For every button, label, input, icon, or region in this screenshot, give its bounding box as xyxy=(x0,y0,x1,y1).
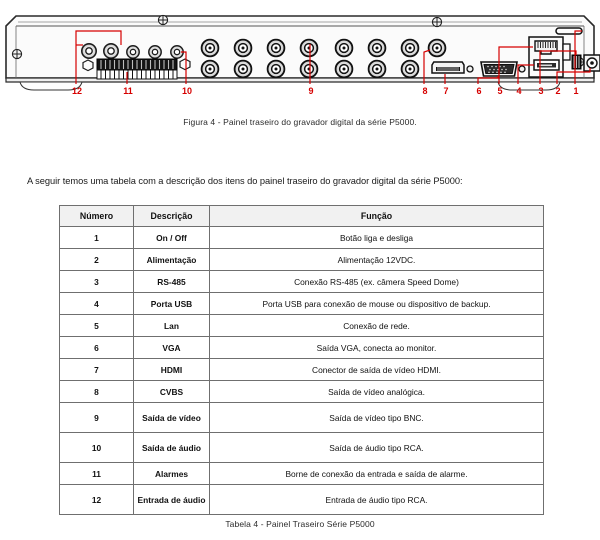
cell-numero: 4 xyxy=(60,293,134,315)
cell-funcao: Conexão de rede. xyxy=(210,315,544,337)
cell-numero: 9 xyxy=(60,403,134,433)
table-row xyxy=(60,381,544,403)
callout-number-1: 1 xyxy=(573,86,579,96)
table-row xyxy=(60,271,544,293)
cell-funcao: Borne de conexão da entrada e saída de alarme. xyxy=(210,463,544,485)
table-row xyxy=(60,485,544,515)
cell-funcao: Entrada de áudio tipo RCA. xyxy=(210,485,544,515)
cell-descricao: Entrada de áudio xyxy=(134,485,210,515)
cell-numero: 8 xyxy=(60,381,134,403)
table-row xyxy=(60,249,544,271)
cell-descricao: On / Off xyxy=(134,227,210,249)
cell-numero: 3 xyxy=(60,271,134,293)
table-header-row xyxy=(60,206,544,227)
cell-descricao: Porta USB xyxy=(134,293,210,315)
dvr-rear-panel-illustration xyxy=(0,0,600,105)
cell-descricao: Alimentação xyxy=(134,249,210,271)
rear-panel-spec-table xyxy=(59,205,544,515)
cell-numero: 10 xyxy=(60,433,134,463)
callout-number-2: 2 xyxy=(555,86,561,96)
callout-number-4: 4 xyxy=(516,86,522,96)
cell-descricao: Saída de vídeo xyxy=(134,403,210,433)
callout-number-5: 5 xyxy=(497,86,503,96)
cell-funcao: Porta USB para conexão de mouse ou dispositivo de backup. xyxy=(210,293,544,315)
callout-number-6: 6 xyxy=(476,86,482,96)
table-row xyxy=(60,227,544,249)
cell-descricao: RS-485 xyxy=(134,271,210,293)
cell-numero: 6 xyxy=(60,337,134,359)
cell-numero: 5 xyxy=(60,315,134,337)
callout-number-7: 7 xyxy=(443,86,449,96)
cell-funcao: Conexão RS-485 (ex. câmera Speed Dome) xyxy=(210,271,544,293)
table-row xyxy=(60,403,544,433)
cell-numero: 7 xyxy=(60,359,134,381)
table-row xyxy=(60,463,544,485)
cell-descricao: CVBS xyxy=(134,381,210,403)
cell-descricao: HDMI xyxy=(134,359,210,381)
column-header-funcao: Função xyxy=(210,206,544,227)
cell-numero: 1 xyxy=(60,227,134,249)
cell-funcao: Saída VGA, conecta ao monitor. xyxy=(210,337,544,359)
cell-descricao: VGA xyxy=(134,337,210,359)
cell-funcao: Saída de vídeo tipo BNC. xyxy=(210,403,544,433)
dvr-rear-panel-figure xyxy=(0,0,600,105)
callout-number-11: 11 xyxy=(123,86,133,96)
figure-caption: Figura 4 - Painel traseiro do gravador digital da série P5000. xyxy=(183,117,417,127)
table-caption: Tabela 4 - Painel Traseiro Série P5000 xyxy=(225,519,375,529)
cell-numero: 2 xyxy=(60,249,134,271)
cell-funcao: Conector de saída de vídeo HDMI. xyxy=(210,359,544,381)
table-row xyxy=(60,433,544,463)
callout-number-9: 9 xyxy=(308,86,314,96)
callout-number-3: 3 xyxy=(538,86,544,96)
callout-number-8: 8 xyxy=(422,86,428,96)
cell-numero: 11 xyxy=(60,463,134,485)
cell-funcao: Alimentação 12VDC. xyxy=(210,249,544,271)
cell-descricao: Saída de áudio xyxy=(134,433,210,463)
callout-number-10: 10 xyxy=(181,86,192,96)
callout-number-12: 12 xyxy=(71,86,82,96)
table-row xyxy=(60,337,544,359)
column-header-numero: Número xyxy=(60,206,134,227)
cell-funcao: Saída de vídeo analógica. xyxy=(210,381,544,403)
cell-descricao: Alarmes xyxy=(134,463,210,485)
table-row xyxy=(60,359,544,381)
cell-descricao: Lan xyxy=(134,315,210,337)
intro-paragraph: A seguir temos uma tabela com a descrição dos itens do painel traseiro do gravador digital da série P5000: xyxy=(27,176,463,186)
cell-numero: 12 xyxy=(60,485,134,515)
column-header-descricao: Descrição xyxy=(134,206,210,227)
cell-funcao: Botão liga e desliga xyxy=(210,227,544,249)
table-row xyxy=(60,293,544,315)
table-row xyxy=(60,315,544,337)
cell-funcao: Saída de áudio tipo RCA. xyxy=(210,433,544,463)
